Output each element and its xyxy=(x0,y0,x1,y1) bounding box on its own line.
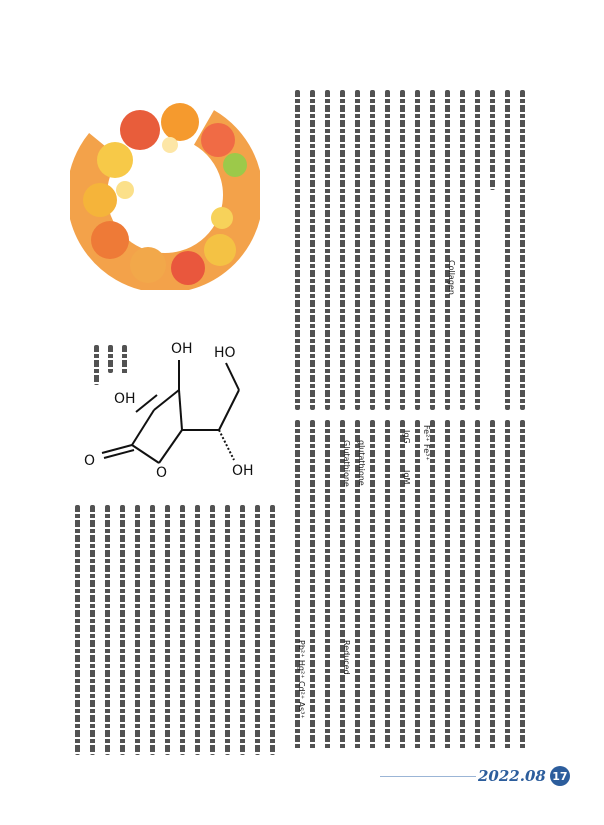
text-column xyxy=(165,505,170,755)
text-column xyxy=(295,90,300,410)
text-column xyxy=(490,90,495,190)
text-column xyxy=(180,505,185,755)
oh-bottom-label: OH xyxy=(232,463,254,479)
text-column xyxy=(340,90,345,410)
text-column xyxy=(475,90,480,410)
footer-rule xyxy=(380,776,476,777)
ascorbic-acid-structure-diagram xyxy=(74,335,284,490)
inline-term-glutathione: glutathione xyxy=(357,440,366,486)
text-column xyxy=(225,505,230,755)
oh-ring-label: OH xyxy=(114,391,136,407)
structure-caption-line xyxy=(94,345,99,385)
text-column xyxy=(490,420,495,750)
page-footer xyxy=(478,765,570,787)
text-column xyxy=(505,90,510,410)
text-column xyxy=(370,90,375,410)
text-column xyxy=(445,90,450,410)
text-column xyxy=(150,505,155,755)
text-column xyxy=(520,420,525,750)
text-column xyxy=(325,90,330,410)
text-column xyxy=(75,505,80,755)
text-column xyxy=(370,420,375,750)
inline-term-fe: Fe²⁺ Fe³⁺ xyxy=(422,425,431,461)
text-column xyxy=(255,505,260,755)
text-column xyxy=(90,505,95,755)
text-column xyxy=(415,420,420,750)
inline-term-igm: IgM xyxy=(402,470,411,485)
structure-caption-line xyxy=(122,345,127,375)
text-column xyxy=(325,420,330,750)
text-column xyxy=(505,420,510,750)
text-column xyxy=(310,90,315,410)
inline-term-collagen: Collagen xyxy=(447,260,456,295)
text-column xyxy=(210,505,215,755)
text-column xyxy=(520,90,525,410)
text-column xyxy=(355,90,360,410)
text-column xyxy=(135,505,140,755)
inline-term-igg: IgG xyxy=(402,430,411,444)
text-column xyxy=(270,505,275,755)
text-column xyxy=(120,505,125,755)
citrus-letter-c-image xyxy=(70,100,260,290)
inline-term-reduced: Reduced xyxy=(342,640,351,675)
o-carbonyl-label: O xyxy=(84,453,96,469)
text-column xyxy=(460,420,465,750)
text-column xyxy=(385,90,390,410)
text-column xyxy=(415,90,420,410)
text-column xyxy=(460,90,465,410)
structure-caption-line xyxy=(108,345,113,373)
oh-top-label: OH xyxy=(171,341,193,357)
text-column xyxy=(445,420,450,750)
text-column xyxy=(240,505,245,755)
text-column xyxy=(430,90,435,410)
ho-top-label: HO xyxy=(214,345,236,361)
issue-label: 2022.08 xyxy=(478,767,546,785)
text-column xyxy=(105,505,110,755)
inline-term-metals: Pb²⁺ Hg²⁺ Cd²⁺ As³⁺ xyxy=(297,640,306,719)
o-ring-label: O xyxy=(156,465,168,481)
text-column xyxy=(430,420,435,750)
inline-term-glutathione-2: Glutathione xyxy=(342,440,351,487)
page-number-badge: 17 xyxy=(550,766,570,786)
text-column xyxy=(385,420,390,750)
text-column xyxy=(475,420,480,750)
text-column xyxy=(400,90,405,410)
text-column xyxy=(195,505,200,755)
text-column xyxy=(310,420,315,750)
